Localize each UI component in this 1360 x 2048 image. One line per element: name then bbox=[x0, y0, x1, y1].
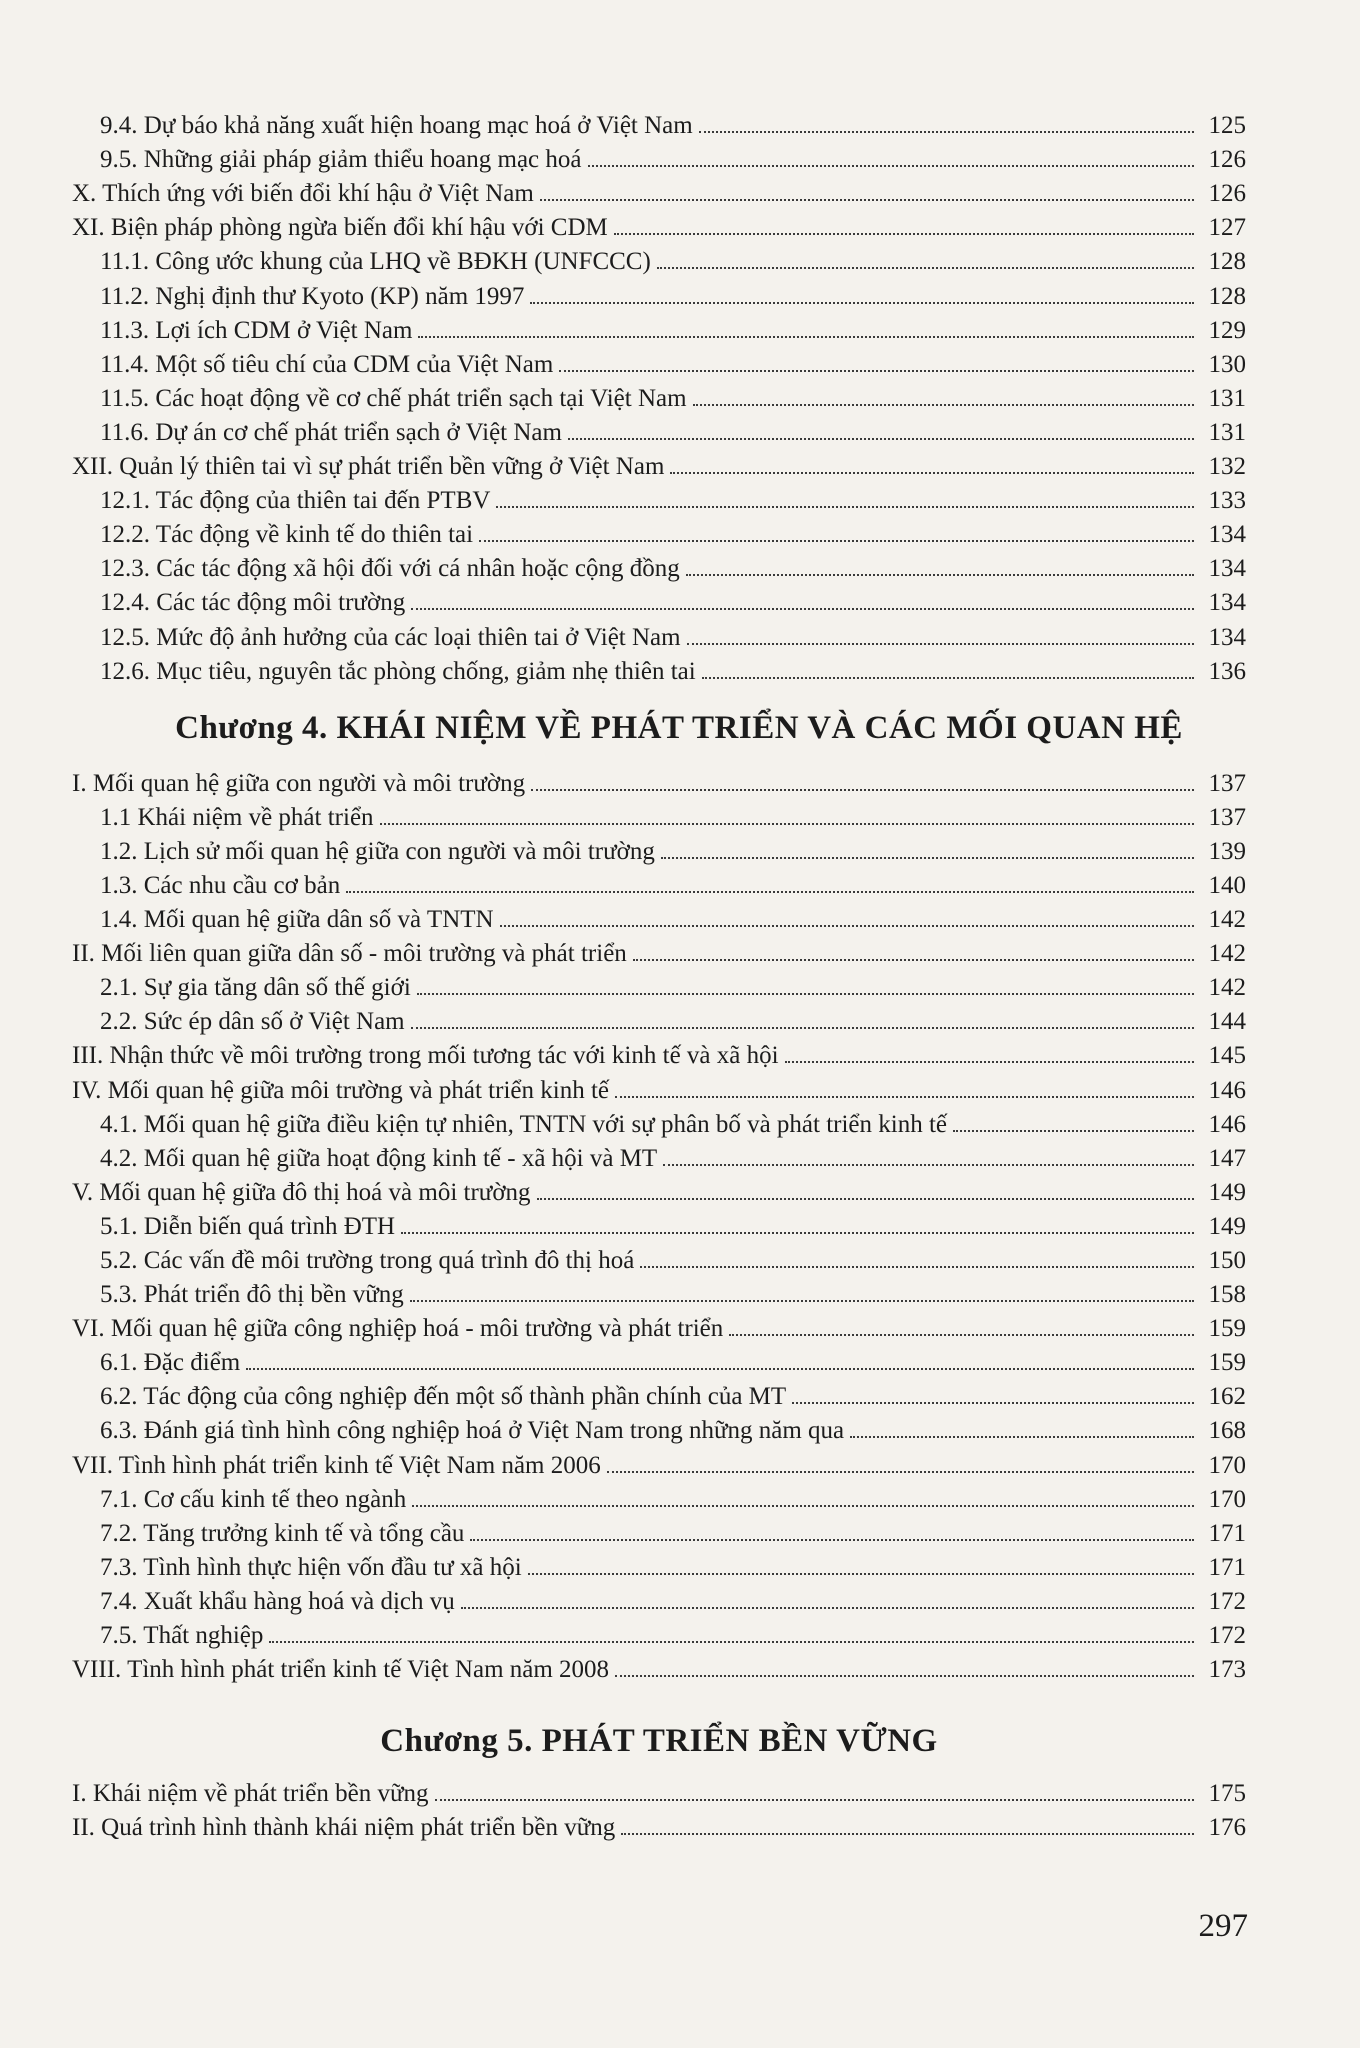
toc-entry-label: 11.2. Nghị định thư Kyoto (KP) năm 1997 bbox=[100, 282, 525, 310]
toc-entry-label: VIII. Tình hình phát triển kinh tế Việt Nam năm 2008 bbox=[72, 1656, 610, 1684]
dot-leader bbox=[531, 789, 1194, 791]
toc-entry bbox=[72, 172, 1246, 206]
table-of-contents bbox=[72, 104, 1246, 1840]
dot-leader bbox=[657, 267, 1194, 269]
toc-entry bbox=[72, 411, 1246, 445]
toc-entry-label: 11.4. Một số tiêu chí của CDM của Việt Nam bbox=[100, 350, 554, 378]
dot-leader bbox=[663, 1164, 1194, 1166]
toc-entry-label: 6.2. Tác động của công nghiệp đến một số thành phần chính của MT bbox=[100, 1383, 787, 1411]
toc-entry bbox=[72, 796, 1246, 830]
toc-entry bbox=[72, 377, 1246, 411]
dot-leader bbox=[346, 891, 1194, 893]
toc-entry-label: I. Khái niệm về phát triển bền vững bbox=[72, 1780, 429, 1808]
toc-entry bbox=[72, 864, 1246, 898]
toc-entry-page: 125 bbox=[1208, 112, 1246, 140]
toc-entry-label: 11.6. Dự án cơ chế phát triển sạch ở Việt Nam bbox=[100, 418, 562, 446]
toc-entry bbox=[72, 650, 1246, 684]
dot-leader bbox=[411, 608, 1194, 610]
toc-entry bbox=[72, 1546, 1246, 1580]
toc-entry-label: 12.1. Tác động của thiên tai đến PTBV bbox=[100, 487, 491, 515]
toc-entry-label: 2.1. Sự gia tăng dân số thế giới bbox=[100, 974, 411, 1002]
toc-entry-label: IV. Mối quan hệ giữa môi trường và phát triển kinh tế bbox=[72, 1076, 609, 1104]
toc-entry bbox=[72, 1443, 1246, 1477]
toc-entry-label: 1.3. Các nhu cầu cơ bản bbox=[100, 871, 341, 899]
dot-leader bbox=[496, 506, 1194, 508]
toc-entry-label: 7.2. Tăng trưởng kinh tế và tổng cầu bbox=[100, 1519, 465, 1547]
toc-entry bbox=[72, 1103, 1246, 1137]
toc-entry bbox=[72, 898, 1246, 932]
toc-entry-page: 145 bbox=[1208, 1042, 1246, 1070]
toc-entry-label: 7.5. Thất nghiệp bbox=[100, 1622, 264, 1650]
toc-entry bbox=[72, 1239, 1246, 1273]
chapter-5-heading: Chương 5. PHÁT TRIỂN BỀN VỮNG bbox=[380, 1723, 938, 1760]
toc-entry-page: 171 bbox=[1208, 1519, 1246, 1547]
toc-entry-label: 7.1. Cơ cấu kinh tế theo ngành bbox=[100, 1485, 407, 1513]
toc-entry-page: 146 bbox=[1208, 1110, 1246, 1138]
toc-entry-page: 142 bbox=[1208, 974, 1246, 1002]
toc-entry-page: 131 bbox=[1208, 384, 1246, 412]
toc-entry-label: XII. Quản lý thiên tai vì sự phát triển bền vững ở Việt Nam bbox=[72, 453, 665, 481]
toc-entry-page: 162 bbox=[1208, 1383, 1246, 1411]
toc-entry-label: 12.2. Tác động về kinh tế do thiên tai bbox=[100, 521, 474, 549]
toc-entry-label: VI. Mối quan hệ giữa công nghiệp hoá - môi trường và phát triển bbox=[72, 1315, 724, 1343]
toc-entry-page: 134 bbox=[1208, 521, 1246, 549]
toc-entry-label: 1.1 Khái niệm về phát triển bbox=[100, 803, 374, 831]
toc-entry bbox=[72, 138, 1246, 172]
dot-leader bbox=[401, 1232, 1194, 1234]
toc-entry-label: 5.2. Các vấn đề môi trường trong quá trình đô thị hoá bbox=[100, 1247, 635, 1274]
dot-leader bbox=[500, 925, 1194, 927]
toc-entry bbox=[72, 1375, 1246, 1409]
toc-entry bbox=[72, 830, 1246, 864]
toc-entry bbox=[72, 1273, 1246, 1307]
toc-entry-label: 12.6. Mục tiêu, nguyên tắc phòng chống, giảm nhẹ thiên tai bbox=[100, 657, 696, 685]
toc-entry bbox=[72, 445, 1246, 479]
toc-entry-page: 137 bbox=[1208, 803, 1246, 831]
toc-entry-page: 127 bbox=[1208, 214, 1246, 242]
toc-entry bbox=[72, 581, 1246, 615]
toc-entry-label: 5.1. Diễn biến quá trình ĐTH bbox=[100, 1212, 396, 1240]
toc-entry-page: 147 bbox=[1208, 1144, 1246, 1172]
dot-leader bbox=[540, 199, 1194, 201]
toc-entry-page: 159 bbox=[1208, 1349, 1246, 1377]
toc-entry-page: 170 bbox=[1208, 1451, 1246, 1479]
toc-entry bbox=[72, 1478, 1246, 1512]
dot-leader bbox=[410, 1300, 1194, 1302]
toc-entry-page: 172 bbox=[1208, 1622, 1246, 1650]
toc-entry-page: 132 bbox=[1208, 453, 1246, 481]
toc-entry bbox=[72, 1000, 1246, 1034]
toc-entry bbox=[72, 206, 1246, 240]
dot-leader bbox=[470, 1539, 1194, 1541]
dot-leader bbox=[687, 643, 1194, 645]
toc-entry-page: 134 bbox=[1208, 555, 1246, 583]
toc-entry-label: 9.4. Dự báo khả năng xuất hiện hoang mạc hoá ở Việt Nam bbox=[100, 112, 693, 140]
dot-leader bbox=[615, 1096, 1194, 1098]
dot-leader bbox=[850, 1436, 1194, 1438]
toc-entry-page: 133 bbox=[1208, 487, 1246, 515]
toc-entry-label: X. Thích ứng với biến đổi khí hậu ở Việt Nam bbox=[72, 180, 534, 208]
dot-leader bbox=[559, 370, 1194, 372]
dot-leader bbox=[640, 1266, 1194, 1268]
toc-entry-label: 11.1. Công ước khung của LHQ về BĐKH (UNFCCC) bbox=[100, 248, 651, 276]
dot-leader bbox=[530, 302, 1194, 304]
toc-entry bbox=[72, 1341, 1246, 1375]
toc-entry-page: 168 bbox=[1208, 1417, 1246, 1445]
toc-entry-label: I. Mối quan hệ giữa con người và môi trường bbox=[72, 769, 526, 797]
toc-entry-label: VII. Tình hình phát triển kinh tế Việt Nam năm 2006 bbox=[72, 1451, 601, 1479]
dot-leader bbox=[621, 1833, 1194, 1835]
dot-leader bbox=[607, 1471, 1194, 1473]
toc-entry-page: 149 bbox=[1208, 1178, 1246, 1206]
dot-leader bbox=[479, 540, 1194, 542]
toc-entry-page: 126 bbox=[1208, 180, 1246, 208]
toc-entry-label: 12.3. Các tác động xã hội đối với cá nhân hoặc cộng đồng bbox=[100, 555, 680, 583]
toc-entry-page: 175 bbox=[1208, 1780, 1246, 1808]
toc-entry bbox=[72, 966, 1246, 1000]
toc-entry-page: 173 bbox=[1208, 1656, 1246, 1684]
toc-entry-page: 142 bbox=[1208, 906, 1246, 934]
toc-section-chapter3-tail bbox=[72, 104, 1246, 684]
toc-entry-page: 150 bbox=[1208, 1247, 1246, 1274]
dot-leader bbox=[670, 472, 1194, 474]
toc-entry-page: 134 bbox=[1208, 623, 1246, 651]
toc-entry-label: III. Nhận thức về môi trường trong mối tương tác với kinh tế và xã hội bbox=[72, 1042, 779, 1070]
toc-entry bbox=[72, 547, 1246, 581]
dot-leader bbox=[702, 677, 1194, 679]
toc-entry-page: 131 bbox=[1208, 418, 1246, 446]
toc-entry-page: 130 bbox=[1208, 350, 1246, 378]
toc-entry-label: II. Quá trình hình thành khái niệm phát triển bền vững bbox=[72, 1814, 616, 1842]
dot-leader bbox=[693, 404, 1194, 406]
toc-entry-label: 2.2. Sức ép dân số ở Việt Nam bbox=[100, 1008, 405, 1036]
dot-leader bbox=[380, 823, 1194, 825]
toc-entry-page: 159 bbox=[1208, 1315, 1246, 1343]
dot-leader bbox=[568, 438, 1194, 440]
toc-entry-page: 171 bbox=[1208, 1553, 1246, 1581]
dot-leader bbox=[412, 1505, 1194, 1507]
toc-section-chapter5 bbox=[72, 1772, 1246, 1840]
toc-entry bbox=[72, 1034, 1246, 1068]
toc-entry-page: 140 bbox=[1208, 871, 1246, 899]
toc-entry bbox=[72, 309, 1246, 343]
toc-entry-page: 144 bbox=[1208, 1008, 1246, 1036]
toc-entry-label: 11.5. Các hoạt động về cơ chế phát triển sạch tại Việt Nam bbox=[100, 384, 687, 412]
toc-entry-page: 136 bbox=[1208, 657, 1246, 685]
toc-entry bbox=[72, 762, 1246, 796]
toc-entry-page: 128 bbox=[1208, 248, 1246, 276]
dot-leader bbox=[661, 857, 1194, 859]
dot-leader bbox=[785, 1061, 1194, 1063]
toc-entry bbox=[72, 1772, 1246, 1806]
dot-leader bbox=[417, 993, 1194, 995]
dot-leader bbox=[537, 1198, 1194, 1200]
toc-entry bbox=[72, 1806, 1246, 1840]
toc-entry-label: 7.3. Tình hình thực hiện vốn đầu tư xã hội bbox=[100, 1553, 522, 1581]
toc-entry-page: 126 bbox=[1208, 146, 1246, 174]
toc-entry-label: 4.1. Mối quan hệ giữa điều kiện tự nhiên, TNTN với sự phân bố và phát triển kinh tế bbox=[100, 1110, 948, 1138]
toc-entry-label: 11.3. Lợi ích CDM ở Việt Nam bbox=[100, 316, 413, 344]
toc-entry-label: 6.1. Đặc điểm bbox=[100, 1349, 241, 1377]
toc-entry bbox=[72, 1614, 1246, 1648]
toc-entry bbox=[72, 1580, 1246, 1614]
toc-entry bbox=[72, 1648, 1246, 1682]
dot-leader bbox=[633, 959, 1194, 961]
toc-section-chapter4 bbox=[72, 762, 1246, 1683]
dot-leader bbox=[588, 165, 1195, 167]
toc-entry-label: 5.3. Phát triển đô thị bền vững bbox=[100, 1281, 404, 1309]
dot-leader bbox=[792, 1402, 1194, 1404]
page-number: 297 bbox=[1198, 1908, 1248, 1944]
toc-entry-page: 172 bbox=[1208, 1587, 1246, 1615]
toc-entry bbox=[72, 1137, 1246, 1171]
toc-entry bbox=[72, 932, 1246, 966]
dot-leader bbox=[528, 1573, 1194, 1575]
toc-entry-page: 137 bbox=[1208, 769, 1246, 797]
toc-entry bbox=[72, 274, 1246, 308]
toc-entry-label: 4.2. Mối quan hệ giữa hoạt động kinh tế - xã hội và MT bbox=[100, 1144, 658, 1172]
toc-entry-label: 9.5. Những giải pháp giảm thiểu hoang mạc hoá bbox=[100, 146, 582, 174]
toc-entry-label: 1.2. Lịch sử mối quan hệ giữa con người và môi trường bbox=[100, 837, 655, 865]
dot-leader bbox=[686, 574, 1194, 576]
toc-entry bbox=[72, 615, 1246, 649]
dot-leader bbox=[953, 1130, 1194, 1132]
toc-entry-label: 7.4. Xuất khẩu hàng hoá và dịch vụ bbox=[100, 1587, 455, 1615]
toc-entry bbox=[72, 1512, 1246, 1546]
dot-leader bbox=[246, 1368, 1194, 1370]
dot-leader bbox=[461, 1607, 1194, 1609]
toc-entry-label: II. Mối liên quan giữa dân số - môi trường và phát triển bbox=[72, 940, 627, 968]
dot-leader bbox=[699, 131, 1194, 133]
toc-entry-page: 158 bbox=[1208, 1281, 1246, 1309]
dot-leader bbox=[729, 1334, 1194, 1336]
toc-entry-label: 6.3. Đánh giá tình hình công nghiệp hoá ở Việt Nam trong những năm qua bbox=[100, 1417, 845, 1445]
dot-leader bbox=[614, 233, 1194, 235]
dot-leader bbox=[418, 336, 1194, 338]
toc-entry bbox=[72, 104, 1246, 138]
dot-leader bbox=[269, 1641, 1194, 1643]
toc-entry-page: 134 bbox=[1208, 589, 1246, 617]
toc-entry-page: 128 bbox=[1208, 282, 1246, 310]
toc-entry-label: 12.5. Mức độ ảnh hưởng của các loại thiên tai ở Việt Nam bbox=[100, 623, 681, 651]
toc-entry-page: 129 bbox=[1208, 316, 1246, 344]
toc-entry bbox=[72, 513, 1246, 547]
toc-entry-label: 1.4. Mối quan hệ giữa dân số và TNTN bbox=[100, 906, 494, 934]
toc-entry bbox=[72, 1068, 1246, 1102]
toc-entry-label: V. Mối quan hệ giữa đô thị hoá và môi trường bbox=[72, 1178, 531, 1206]
toc-entry bbox=[72, 1171, 1246, 1205]
dot-leader bbox=[411, 1027, 1194, 1029]
toc-entry-page: 139 bbox=[1208, 837, 1246, 865]
toc-entry bbox=[72, 343, 1246, 377]
toc-entry bbox=[72, 1205, 1246, 1239]
toc-entry bbox=[72, 1409, 1246, 1443]
toc-entry-page: 142 bbox=[1208, 940, 1246, 968]
dot-leader bbox=[435, 1799, 1194, 1801]
toc-entry-page: 146 bbox=[1208, 1076, 1246, 1104]
toc-entry bbox=[72, 1307, 1246, 1341]
toc-entry-page: 149 bbox=[1208, 1212, 1246, 1240]
toc-entry bbox=[72, 479, 1246, 513]
toc-entry bbox=[72, 240, 1246, 274]
dot-leader bbox=[615, 1675, 1194, 1677]
chapter-4-heading: Chương 4. KHÁI NIỆM VỀ PHÁT TRIỂN VÀ CÁC MỐI QUAN HỆ bbox=[175, 709, 1183, 746]
toc-entry-page: 170 bbox=[1208, 1485, 1246, 1513]
toc-entry-page: 176 bbox=[1208, 1814, 1246, 1842]
toc-entry-label: 12.4. Các tác động môi trường bbox=[100, 589, 406, 617]
toc-entry-label: XI. Biện pháp phòng ngừa biến đổi khí hậu với CDM bbox=[72, 214, 608, 242]
